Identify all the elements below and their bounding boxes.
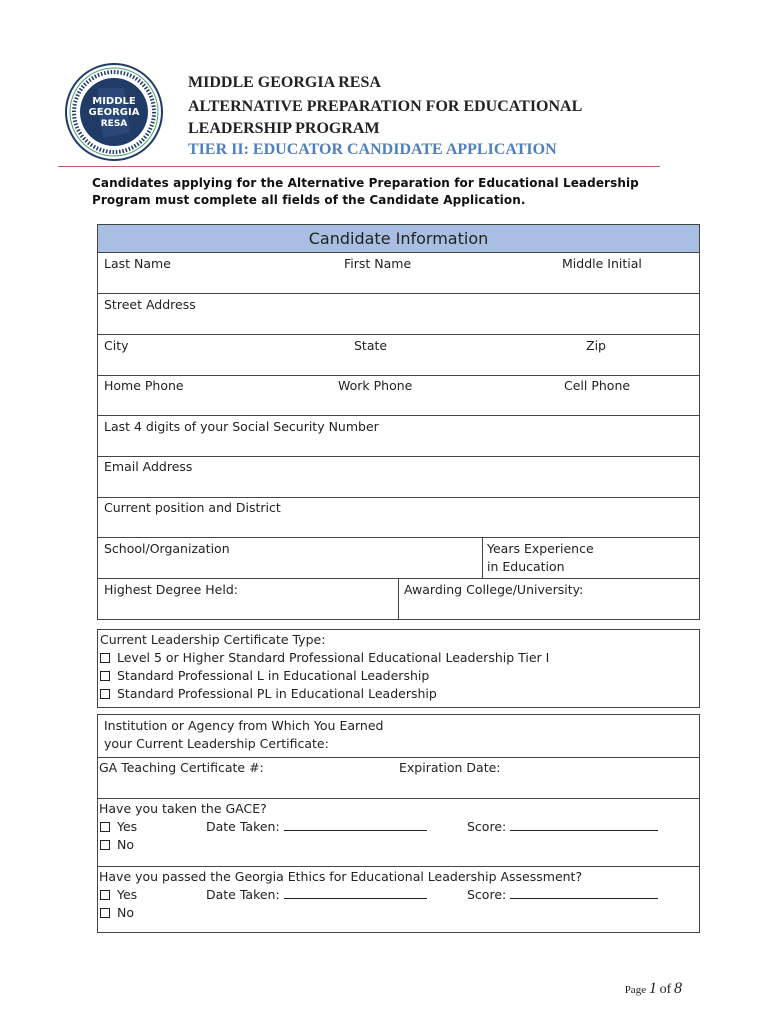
home-phone-label: Home Phone bbox=[104, 378, 184, 393]
checkbox-icon[interactable] bbox=[100, 653, 110, 663]
gace-score-label: Score: bbox=[467, 819, 507, 834]
gace-date-blank[interactable] bbox=[284, 818, 427, 831]
page-word: Page bbox=[624, 984, 647, 996]
page-number: 1 bbox=[648, 980, 657, 997]
city-state-zip-row[interactable] bbox=[98, 335, 699, 376]
street-address-row[interactable] bbox=[98, 294, 699, 335]
application-subtitle: TIER II: EDUCATOR CANDIDATE APPLICATION bbox=[188, 141, 557, 158]
checkbox-icon[interactable] bbox=[100, 890, 110, 900]
gace-no-option[interactable] bbox=[100, 836, 134, 854]
cert-option-1-label: Level 5 or Higher Standard Professional Educational Leadership Tier I bbox=[117, 650, 550, 665]
work-phone-label: Work Phone bbox=[338, 378, 413, 393]
program-title-line2: LEADERSHIP PROGRAM bbox=[188, 120, 380, 137]
current-position-row[interactable] bbox=[98, 498, 699, 538]
logo-line1: MIDDLE bbox=[92, 96, 136, 107]
gace-question: Have you taken the GACE? bbox=[99, 801, 267, 816]
gace-date-field[interactable] bbox=[206, 818, 427, 836]
gace-yes-option[interactable] bbox=[100, 818, 137, 836]
years-experience-label-1: Years Experience bbox=[487, 541, 594, 556]
ethics-no-option[interactable] bbox=[100, 904, 134, 922]
program-title-line1: ALTERNATIVE PREPARATION FOR EDUCATIONAL bbox=[188, 98, 583, 115]
gace-row bbox=[98, 799, 699, 867]
certificate-type-box bbox=[97, 629, 700, 708]
page-indicator bbox=[625, 980, 682, 998]
gace-score-blank[interactable] bbox=[510, 818, 658, 831]
checkbox-icon[interactable] bbox=[100, 689, 110, 699]
email-row[interactable] bbox=[98, 457, 699, 498]
ssn-row[interactable] bbox=[98, 416, 699, 457]
zip-label: Zip bbox=[586, 338, 606, 353]
gace-no-label: No bbox=[117, 837, 134, 852]
expiration-label: Expiration Date: bbox=[399, 760, 501, 775]
state-label: State bbox=[354, 338, 388, 353]
ethics-score-field[interactable] bbox=[467, 886, 658, 904]
logo-line2: GEORGIA bbox=[88, 107, 140, 118]
ethics-no-label: No bbox=[117, 905, 134, 920]
last-name-label: Last Name bbox=[104, 256, 171, 271]
school-label: School/Organization bbox=[104, 541, 230, 556]
checkbox-icon[interactable] bbox=[100, 822, 110, 832]
city-label: City bbox=[104, 338, 129, 353]
degree-row[interactable] bbox=[98, 579, 699, 619]
ethics-date-label: Date Taken: bbox=[206, 887, 280, 902]
candidate-info-table bbox=[97, 224, 700, 620]
certification-details-table bbox=[97, 714, 700, 933]
certificate-type-heading: Current Leadership Certificate Type: bbox=[100, 632, 326, 647]
checkbox-icon[interactable] bbox=[100, 840, 110, 850]
ga-cert-row[interactable] bbox=[98, 758, 699, 799]
org-name: MIDDLE GEORGIA RESA bbox=[188, 74, 381, 91]
street-address-label: Street Address bbox=[104, 297, 196, 312]
awarding-college-label: Awarding College/University: bbox=[404, 582, 584, 597]
ethics-date-blank[interactable] bbox=[284, 886, 427, 899]
cert-option-3[interactable] bbox=[100, 685, 437, 703]
cert-option-2-label: Standard Professional L in Educational Leadership bbox=[117, 668, 430, 683]
institution-row[interactable] bbox=[98, 715, 699, 758]
ethics-score-label: Score: bbox=[467, 887, 507, 902]
years-experience-label-2: in Education bbox=[487, 559, 565, 574]
school-divider bbox=[482, 538, 483, 578]
gace-score-field[interactable] bbox=[467, 818, 658, 836]
institution-label-2: your Current Leadership Certificate: bbox=[104, 736, 329, 751]
cert-option-1[interactable] bbox=[100, 649, 549, 667]
gace-date-label: Date Taken: bbox=[206, 819, 280, 834]
email-label: Email Address bbox=[104, 459, 193, 474]
ethics-row bbox=[98, 867, 699, 932]
ethics-score-blank[interactable] bbox=[510, 886, 658, 899]
gace-yes-label: Yes bbox=[117, 819, 138, 834]
checkbox-icon[interactable] bbox=[100, 908, 110, 918]
of-word: of bbox=[659, 982, 672, 997]
logo-line3: RESA bbox=[100, 119, 128, 129]
current-position-label: Current position and District bbox=[104, 500, 281, 515]
first-name-label: First Name bbox=[344, 256, 412, 271]
cert-option-2[interactable] bbox=[100, 667, 429, 685]
cell-phone-label: Cell Phone bbox=[564, 378, 631, 393]
ssn-label: Last 4 digits of your Social Security Number bbox=[104, 419, 379, 434]
page-total: 8 bbox=[674, 980, 682, 997]
ga-cert-label: GA Teaching Certificate #: bbox=[99, 760, 264, 775]
intro-text: Candidates applying for the Alternative Preparation for Educational Leadership Program must complete all fields of the Candidate Application. bbox=[92, 176, 639, 207]
school-row[interactable] bbox=[98, 538, 699, 579]
checkbox-icon[interactable] bbox=[100, 671, 110, 681]
header-divider bbox=[58, 166, 660, 167]
name-row[interactable] bbox=[98, 253, 699, 294]
ethics-question: Have you passed the Georgia Ethics for Educational Leadership Assessment? bbox=[99, 869, 583, 884]
ethics-yes-option[interactable] bbox=[100, 886, 137, 904]
cert-option-3-label: Standard Professional PL in Educational Leadership bbox=[117, 686, 437, 701]
candidate-info-heading: Candidate Information bbox=[98, 225, 699, 253]
ethics-yes-label: Yes bbox=[117, 887, 138, 902]
phone-row[interactable] bbox=[98, 376, 699, 416]
middle-initial-label: Middle Initial bbox=[562, 256, 642, 271]
highest-degree-label: Highest Degree Held: bbox=[104, 582, 238, 597]
ethics-date-field[interactable] bbox=[206, 886, 427, 904]
institution-label-1: Institution or Agency from Which You Earned bbox=[104, 718, 384, 733]
organization-logo bbox=[64, 62, 164, 162]
degree-divider bbox=[398, 579, 399, 619]
